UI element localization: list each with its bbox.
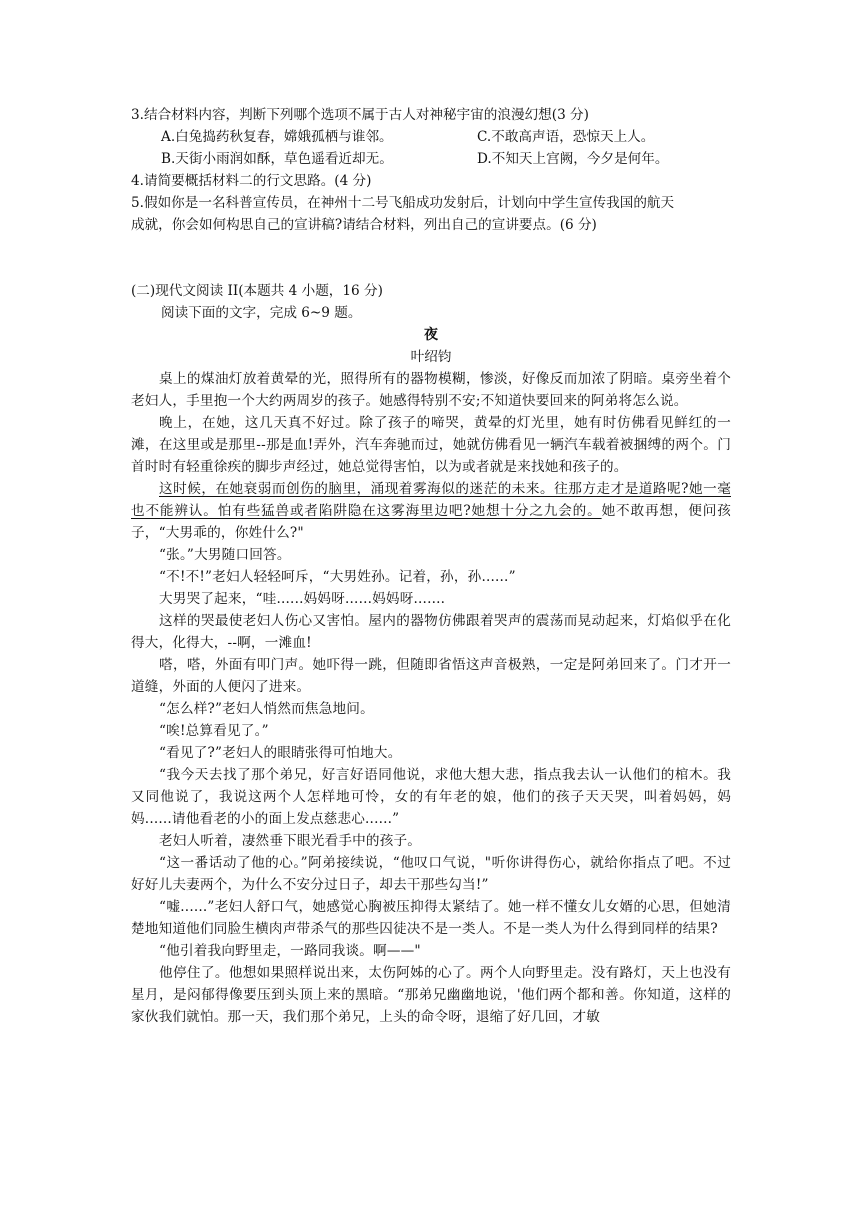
paragraph-7: 这样的哭最使老妇人伤心又害怕。屋内的器物仿佛跟着哭声的震荡而晃动起来，灯焰似乎在化得大，化得大，--啊，一滩血!: [131, 613, 731, 651]
underlined-passage: 这时候，在她衰弱而创伤的脑里，涌现着雾海似的迷茫的未来。往那方走才是道路呢?她一毫也不能辨认。怕有些猛兽或者陷阱隐在这雾海里边吧?她想十分之九会的。: [131, 481, 731, 519]
paragraph-3-rest: 她不敢再想，便问孩子，“大男乖的，你姓什么?": [131, 503, 731, 541]
option-c: C.不敢高声语，恐惊天上人。: [477, 129, 655, 145]
paragraph-16: “他引着我向野里走，一路同我谈。啊——": [159, 943, 421, 959]
question-3: 3.结合材料内容，判断下列哪个选项不属于古人对神秘宇宙的浪漫幻想(3 分): [131, 107, 589, 123]
question-5-line-1: 5.假如你是一名科普宣传员，在神州十二号飞船成功发射后，计划向中学生宣传我国的航天: [131, 195, 675, 211]
question-3-options-row-2: [131, 148, 731, 170]
paragraph-9: “怎么样?”老妇人悄然而焦急地问。: [159, 701, 374, 717]
section-instruction: 阅读下面的文字，完成 6~9 题。: [161, 305, 362, 321]
article-title: 夜: [424, 327, 438, 343]
paragraph-2: 晚上，在她，这几天真不好过。除了孩子的啼哭，黄晕的灯光里，她有时仿佛看见鲜红的一滩，在这里或是那里--那是血!弄外，汽车奔驰而过，她就仿佛看见一辆汽车载着被捆缚的两个。门首时时有轻重徐疾的脚步声经过，她总觉得害怕，以为或者就是来找她和孩子的。: [131, 415, 731, 475]
paragraph-3: [131, 478, 731, 544]
paragraph-5: “不!不!”老妇人轻轻呵斥，“大男姓孙。记着，孙，孙......”: [159, 569, 516, 585]
paragraph-17: 他停住了。他想如果照样说出来，太伤阿姊的心了。两个人向野里走。没有路灯，天上也没有星月，是闷郁得像要压到头顶上来的黑暗。“那弟兄幽幽地说，'他们两个都和善。你知道，这样的家伙我们就怕。那一天，我们那个弟兄，上头的命令呀，退缩了好几回，才敏: [131, 965, 731, 1025]
paragraph-14: “这一番话动了他的心。”阿弟接续说，“他叹口气说，"听你讲得伤心，就给你指点了吧。不过好好儿夫妻两个，为什么不安分过日子，却去干那些勾当!”: [131, 855, 731, 893]
paragraph-1: 桌上的煤油灯放着黄晕的光，照得所有的器物模糊，惨淡，好像反而加浓了阴暗。桌旁坐着个老妇人，手里抱一个大约两周岁的孩子。她感得特别不安;不知道快要回来的阿弟将怎么说。: [131, 371, 731, 409]
option-d: D.不知天上宫阙，今夕是何年。: [477, 151, 669, 167]
paragraph-4: “张。”大男随口回答。: [159, 547, 291, 563]
question-3-options-row-1: [131, 126, 731, 148]
paragraph-12: “我今天去找了那个弟兄，好言好语同他说，求他大想大悲，指点我去认一认他们的棺木。我又同他说了，我说这两个人怎样地可怜，女的有年老的娘，他们的孩子天天哭，叫着妈妈，妈妈......请他看老的小的面上发点慈悲心......”: [131, 767, 731, 827]
paragraph-15: “嘘......”老妇人舒口气，她感觉心胸被压抑得太紧结了。她一样不懂女儿女婿的心思，但她清楚地知道他们同脸生横肉声带杀气的那些囚徒决不是一类人。不是一类人为什么得到同样的结果?: [131, 899, 731, 937]
paragraph-10: “唉!总算看见了。”: [159, 723, 269, 739]
question-4: 4.请简要概括材料二的行文思路。(4 分): [131, 173, 372, 189]
paragraph-13: 老妇人听着，凄然垂下眼光看手中的孩子。: [159, 833, 422, 849]
paragraph-11: “看见了?”老妇人的眼睛张得可怕地大。: [159, 745, 402, 761]
article-author: 叶绍钧: [410, 349, 452, 365]
option-a: A.白兔捣药秋复春，嫦娥孤栖与谁邻。: [161, 129, 393, 145]
spacer: [131, 236, 731, 280]
exam-page: [131, 104, 731, 1028]
question-5-line-2: 成就，你会如何构思自己的宣讲稿?请结合材料，列出自己的宣讲要点。(6 分): [131, 217, 597, 233]
paragraph-8: 嗒，嗒，外面有叩门声。她吓得一跳，但随即省悟这声音极熟，一定是阿弟回来了。门才开一道缝，外面的人便闪了进来。: [131, 657, 731, 695]
paragraph-6: 大男哭了起来，“哇......妈妈呀......妈妈呀.......: [159, 591, 446, 607]
section-heading: (二)现代文阅读 II(本题共 4 小题，16 分): [131, 283, 383, 299]
option-b: B.天街小雨润如酥，草色遥看近却无。: [161, 151, 393, 167]
